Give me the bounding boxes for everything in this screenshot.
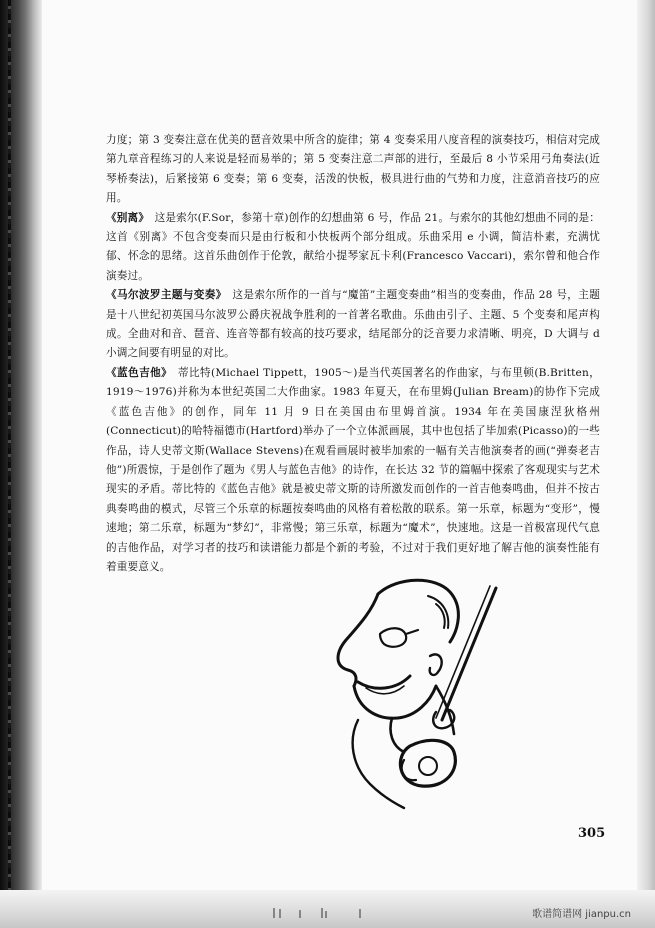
right-page-edge: [637, 0, 655, 928]
glasses: [380, 628, 418, 647]
guitar-neck: [442, 588, 496, 720]
sound-hole: [419, 757, 437, 775]
paragraph-4-body: 蒂比特(Michael Tippett，1905～)是当代英国著名的作曲家，与布里顿(B.Britten，1919～1976)并称为本世纪英国二大作曲家。1983 年夏天，在布里姆(Julian Bream)的协作下完成《蓝色吉他》的创作，同年 11 月 9 日在美国由布里姆首演。1934 年在美国康涅狄格州(Connecticut)的哈特福德市(Hartford)举办了一个立体派画展，其中也包括了毕加索(Picasso)的一些作品，诗人史蒂文斯(Wallace Stevens)在观看画展时被毕加索的一幅有关吉他演奏者的画(“弹奏老吉他”)所震惊，于是创作了题为《男人与蓝色吉他》的诗作，在长达 32 节的篇幅中探索了客观现实与艺术现实的矛盾。蒂比特的《蓝色吉他》就是被史蒂文斯的诗所激发而创作的一首吉他奏鸣曲，但并不按古典奏鸣曲的模式，尽管三个乐章的标题按奏鸣曲的风格有着松散的联系。第一乐章，标题为“变形”，慢速地；第二乐章，标题为“梦幻”，非常慢；第三乐章，标题为“魔术”，快速地。这是一首极富现代气息的吉他作品，对学习者的技巧和读谱能力都是个新的考验，不过对于我们更好地了解吉他的演奏性能有着重要意义。: [106, 366, 600, 573]
watermark: 歌谱简谱网 jianpu.cn: [532, 909, 631, 920]
paragraph-3: [106, 286, 600, 364]
guitarist-caricature-illustration: [318, 570, 508, 818]
paragraph-4: [106, 364, 600, 577]
body-text: [106, 131, 600, 577]
strumming-hand: [402, 760, 416, 780]
paragraph-3-title: 《马尔波罗主题与变奏》: [106, 289, 222, 302]
paragraph-2-body: 这是索尔(F.Sor，参第十章)创作的幻想曲第 6 号，作品 21。与索尔的其他幻想曲不同的是：这首《别离》不包含变奏而只是由行板和小快板两个部分组成。乐曲采用 e 小调，简洁朴素，充满忧郁、怀念的思绪。这首乐曲创作于伦敦，献给小提琴家瓦卡利(Francesco Vaccari)，索尔曾和他合作演奏过。: [106, 211, 600, 282]
page-number: 305: [578, 826, 606, 841]
nose-profile: [338, 594, 378, 686]
paragraph-2-title: 《别离》: [106, 211, 144, 224]
paragraph-4-title: 《蓝色吉他》: [106, 366, 167, 379]
shoulder: [353, 720, 404, 808]
paragraph-2: [106, 209, 600, 287]
spine-streak: [8, 0, 11, 928]
grin: [358, 676, 410, 688]
paragraph-1: [106, 131, 600, 209]
paragraph-1-body: 力度；第 3 变奏注意在优美的琶音效果中所含的旋律；第 4 变奏采用八度音程的演奏技巧，相信对完成第九章音程练习的人来说是轻而易举的；第 5 变奏注意二声部的进行，至最后 8 小节采用弓角奏法(近琴桥奏法)，后紧接第 6 变奏；第 6 变奏，活泼的快板，极具进行曲的气势和力度，注意消音技巧的应用。: [106, 134, 600, 205]
book-spine-shadow: [0, 0, 42, 928]
paragraph-3-body: 这是索尔所作的一首与“魔笛”主题变奏曲”相当的变奏曲，作品 28 号，主题是十八世纪初英国马尔波罗公爵庆祝战争胜利的一首著名歌曲。乐曲由引子、主题、5 个变奏和尾声构成。全曲对和音、琶音、连音等都有较高的技巧要求，结尾部分的泛音要力求清晰、明亮，D 大调与 d 小调之间要有明显的对比。: [106, 289, 600, 360]
scan-artifact-marks: [270, 906, 390, 920]
ear: [430, 654, 442, 675]
hair-lines: [428, 596, 448, 628]
